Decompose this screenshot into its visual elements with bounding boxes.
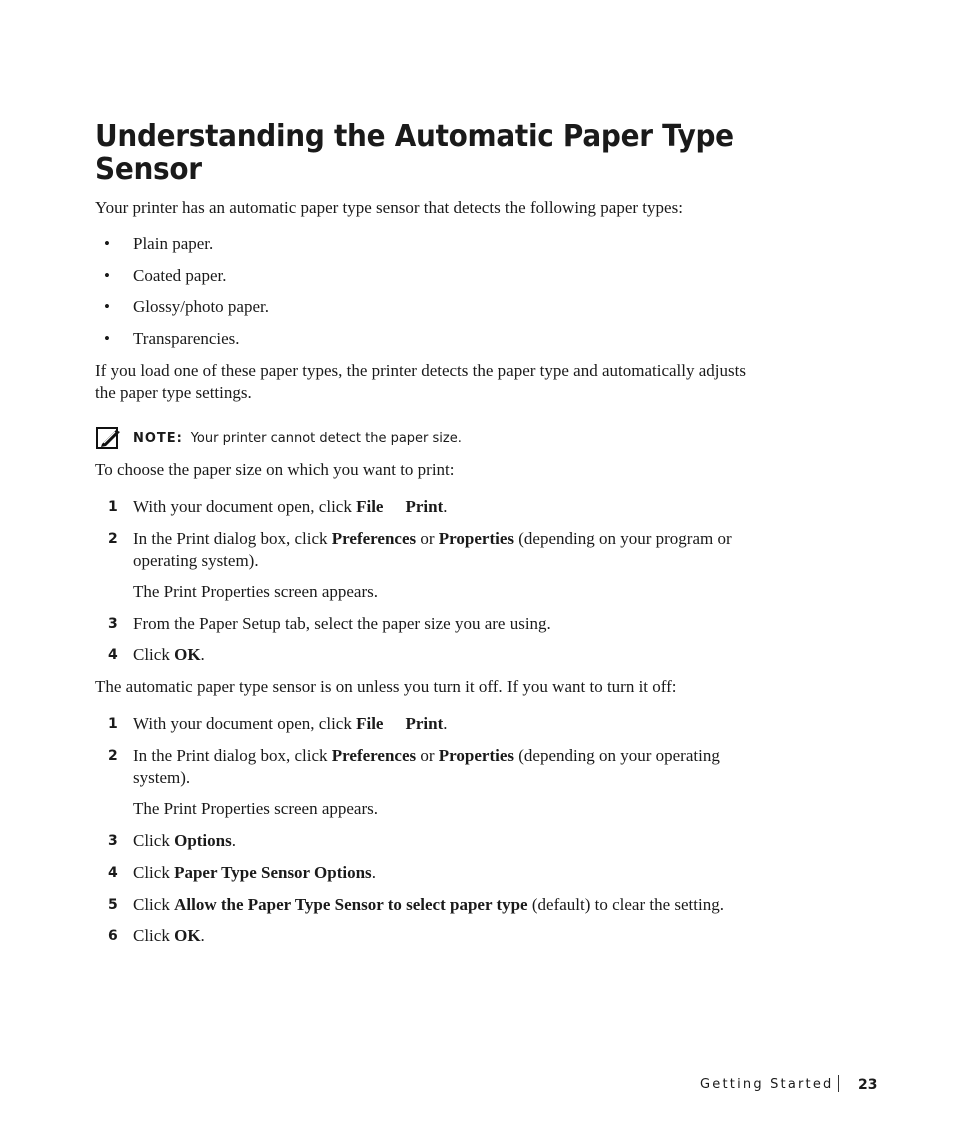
options-label: Options: [174, 831, 232, 850]
list-item: Glossy/photo paper.: [133, 297, 269, 316]
list-item: Plain paper.: [133, 234, 214, 253]
step-number: 5: [108, 897, 118, 913]
step-number: 4: [108, 865, 118, 881]
step-number: 6: [108, 928, 118, 944]
step-open-file-print: With your document open, click File Print.: [133, 714, 448, 733]
properties-label: Properties: [438, 746, 514, 765]
list-item: Transparencies.: [133, 329, 240, 348]
step-number: 4: [108, 647, 118, 663]
step-print-dialog: In the Print dialog box, click Preferences or Properties (depending on your operating system).: [133, 746, 720, 787]
ok-label: OK: [174, 645, 201, 664]
step-number: 3: [108, 616, 118, 632]
step-click-ok: Click OK.: [133, 645, 205, 664]
sensor-options-label: Paper Type Sensor Options: [174, 863, 372, 882]
properties-label: Properties: [438, 529, 514, 548]
detect-paragraph: If you load one of these paper types, the printer detects the paper type and automatically adjusts the paper type settings.: [95, 361, 746, 402]
menu-file: File: [356, 497, 384, 516]
choose-size-intro: To choose the paper size on which you want to print:: [95, 460, 455, 479]
note-pencil-icon: [96, 426, 122, 450]
step-number: 1: [108, 499, 118, 515]
page-title: Understanding the Automatic Paper Type Sensor: [95, 119, 734, 187]
menu-print: Print: [405, 714, 444, 733]
turn-off-intro: The automatic paper type sensor is on unless you turn it off. If you want to turn it off:: [95, 677, 677, 696]
step-result: The Print Properties screen appears.: [133, 799, 378, 818]
bullet-marker: •: [104, 297, 110, 316]
step-click-options: Click Options.: [133, 831, 236, 850]
bullet-marker: •: [104, 234, 110, 253]
note-label: NOTE:: [133, 431, 183, 446]
preferences-label: Preferences: [331, 746, 417, 765]
step-number: 2: [108, 748, 118, 764]
footer-divider: [838, 1075, 839, 1092]
ok-label: OK: [174, 926, 201, 945]
bullet-marker: •: [104, 329, 110, 348]
list-item: Coated paper.: [133, 266, 227, 285]
step-open-file-print: With your document open, click File Print.: [133, 497, 448, 516]
bullet-marker: •: [104, 266, 110, 285]
step-result: The Print Properties screen appears.: [133, 582, 378, 601]
preferences-label: Preferences: [331, 529, 417, 548]
menu-file: File: [356, 714, 384, 733]
note: [133, 430, 462, 448]
footer-section-title: Getting Started: [700, 1077, 834, 1092]
step-click-sensor-options: Click Paper Type Sensor Options.: [133, 863, 376, 882]
intro-paragraph: Your printer has an automatic paper type sensor that detects the following paper types:: [95, 198, 683, 217]
note-text: Your printer cannot detect the paper size.: [190, 431, 462, 446]
step-print-dialog: In the Print dialog box, click Preferences or Properties (depending on your program or operating system).: [133, 529, 732, 570]
step-number: 1: [108, 716, 118, 732]
step-number: 2: [108, 531, 118, 547]
menu-print: Print: [405, 497, 444, 516]
page-number: 23: [858, 1077, 878, 1093]
step-click-ok: Click OK.: [133, 926, 205, 945]
step-clear-setting: Click Allow the Paper Type Sensor to select paper type (default) to clear the setting.: [133, 895, 724, 914]
step-select-paper-size: From the Paper Setup tab, select the paper size you are using.: [133, 614, 551, 633]
step-number: 3: [108, 833, 118, 849]
allow-sensor-label: Allow the Paper Type Sensor to select paper type: [174, 895, 528, 914]
